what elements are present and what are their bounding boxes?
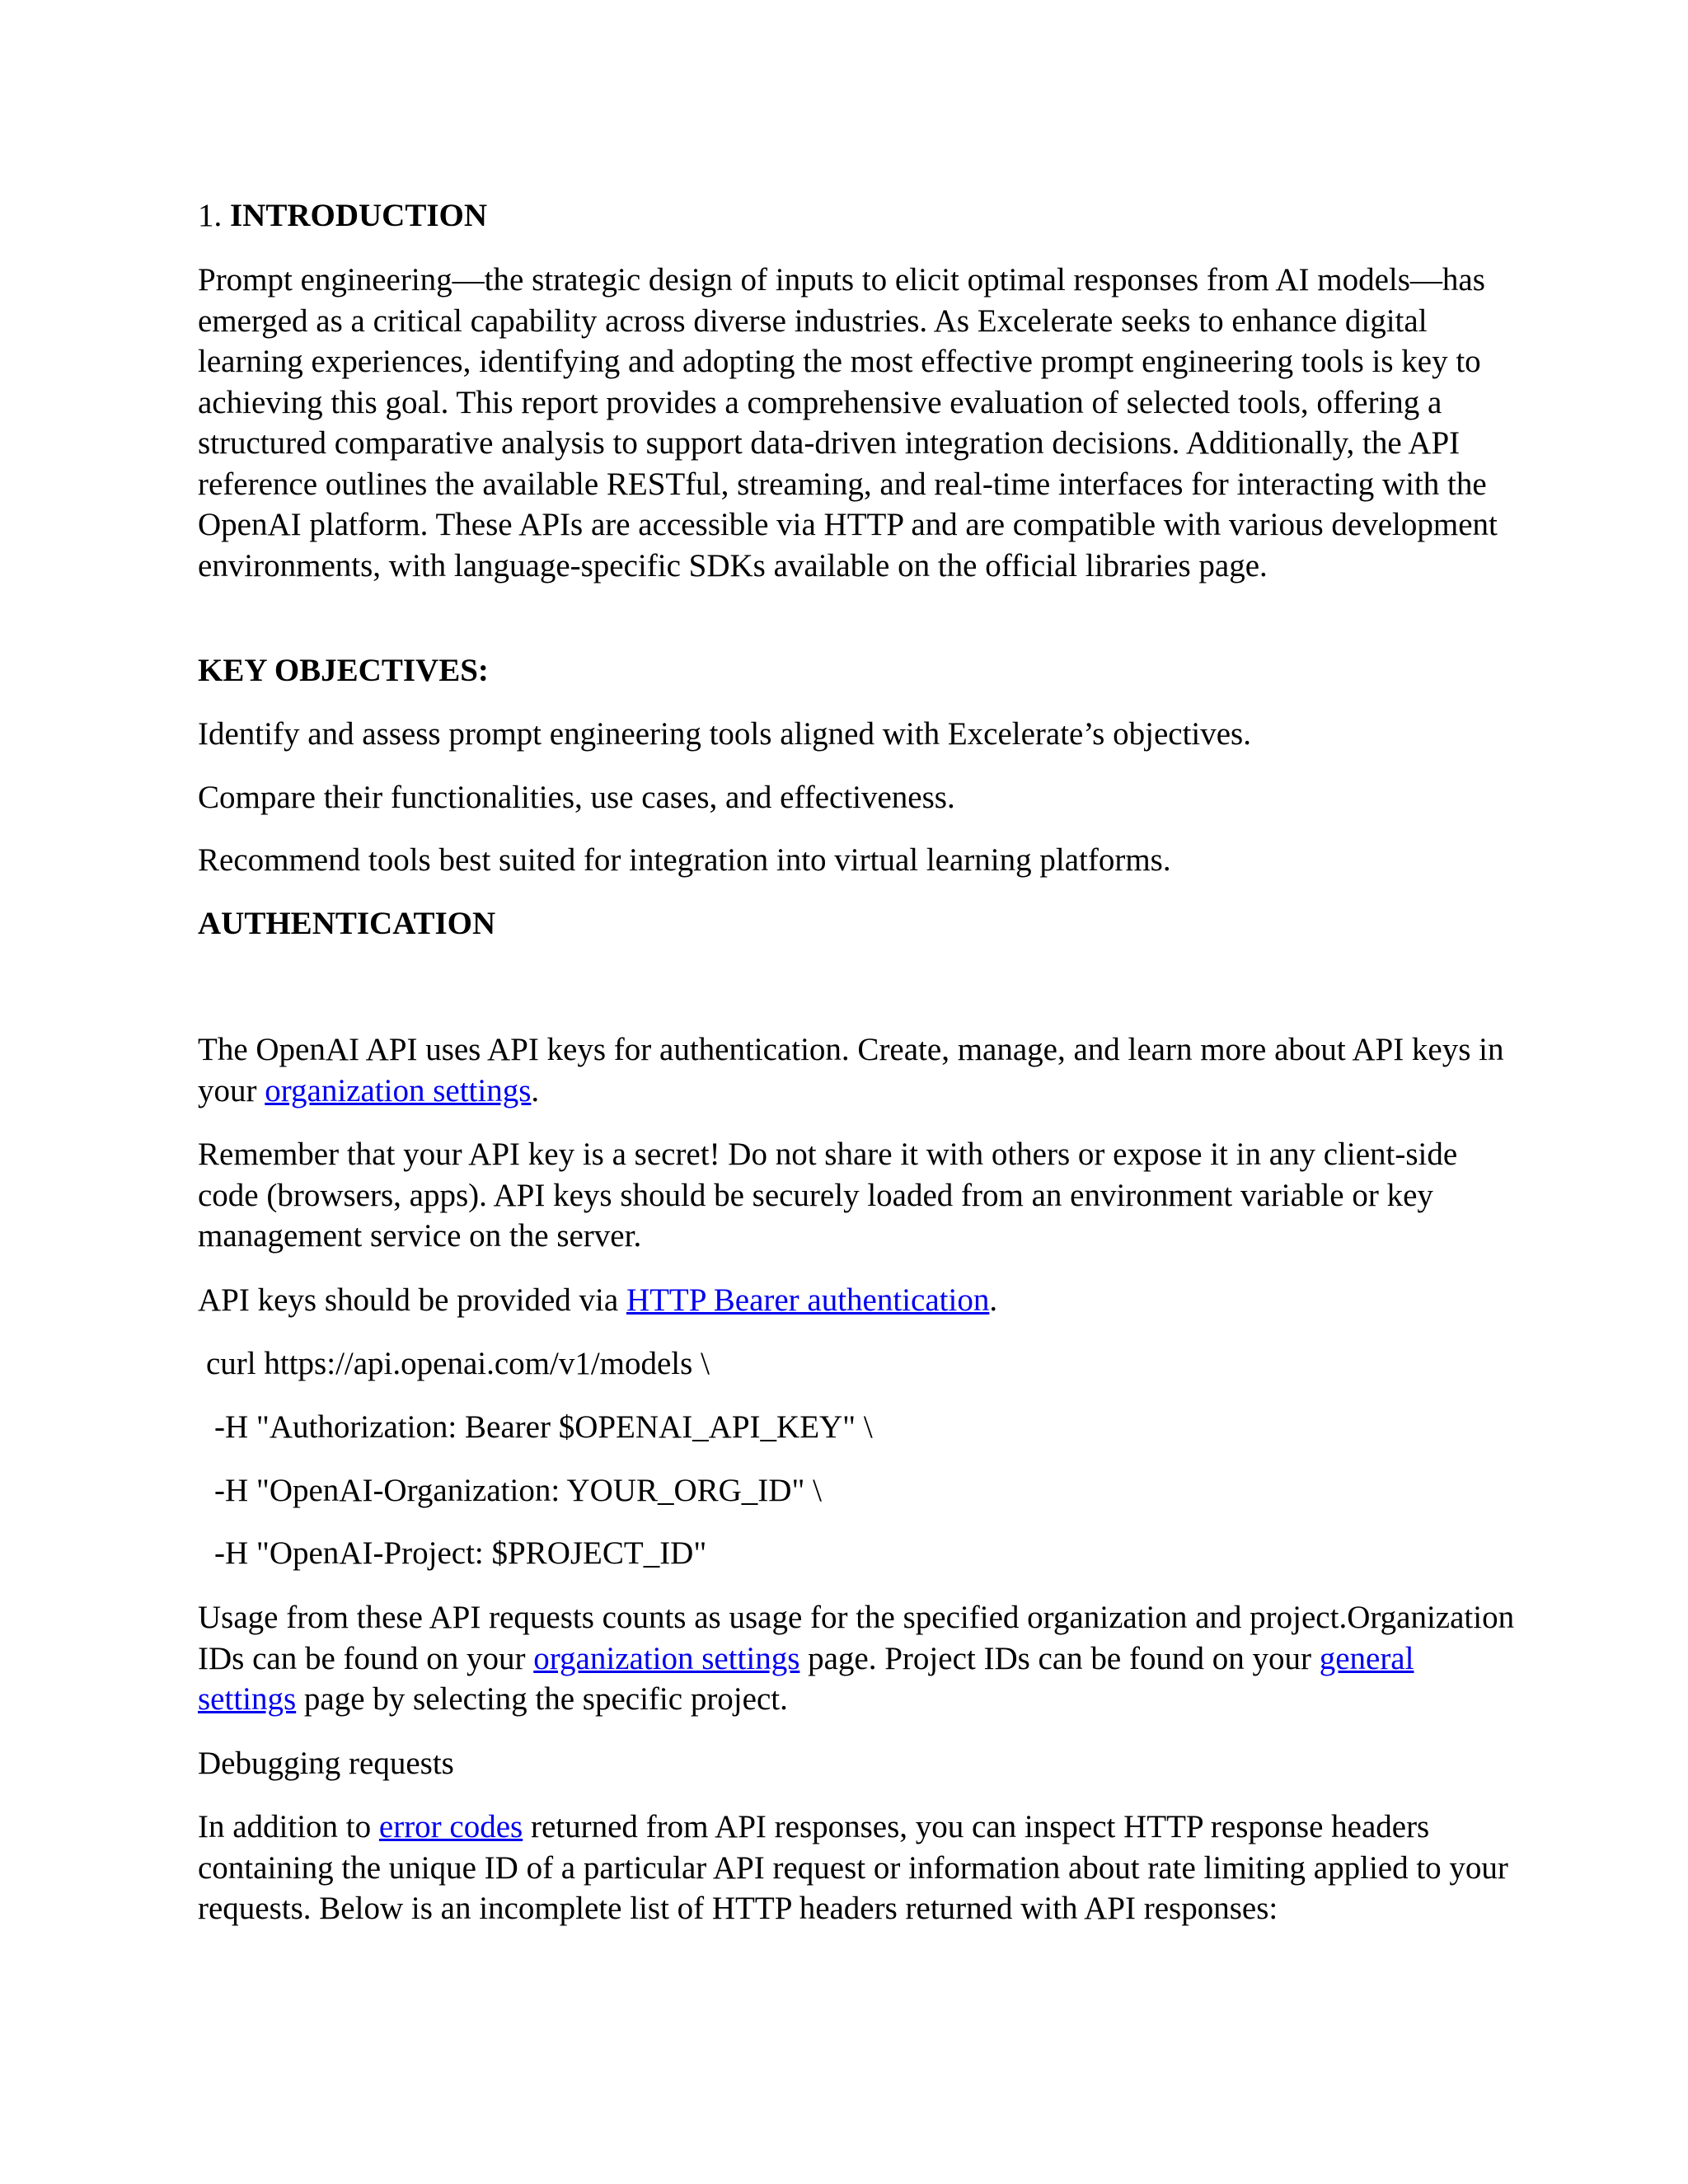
- organization-settings-link[interactable]: organization settings: [533, 1640, 800, 1676]
- section-heading-authentication: AUTHENTICATION: [198, 906, 496, 941]
- code-line-curl: curl https://api.openai.com/v1/models \: [206, 1346, 710, 1381]
- auth-paragraph-secret-warning: Remember that your API key is a secret! Do not share it with others or expose it in any client-side code (browsers, apps). API keys should be securely loaded from an environment variable or key management service on the server.: [198, 1137, 1458, 1254]
- section-heading-key-objectives: KEY OBJECTIVES:: [198, 653, 489, 688]
- paragraph-text: .: [989, 1282, 998, 1318]
- error-codes-link[interactable]: error codes: [378, 1809, 523, 1844]
- code-line-authorization-header: -H "Authorization: Bearer $OPENAI_API_KEY" \: [214, 1409, 873, 1445]
- http-bearer-authentication-link[interactable]: HTTP Bearer authentication: [626, 1282, 990, 1318]
- auth-paragraph-api-keys: [198, 1029, 1517, 1111]
- paragraph-text: returned from API responses, you can inspect HTTP response headers containing the unique ID of a particular API request or information about rate limiting applied to your requests. Below is an incomplete list of HTTP headers returned with API responses:: [198, 1809, 1508, 1926]
- usage-paragraph: [198, 1597, 1517, 1720]
- objective-item: Recommend tools best suited for integration into virtual learning platforms.: [198, 842, 1171, 878]
- paragraph-text: page by selecting the specific project.: [296, 1681, 788, 1717]
- general-settings-link[interactable]: general settings: [198, 1640, 1414, 1717]
- paragraph-text: Usage from these API requests counts as usage for the specified organization and project.Organization IDs can be found on your: [198, 1600, 1515, 1676]
- organization-settings-link[interactable]: organization settings: [265, 1072, 532, 1108]
- paragraph-text: page. Project IDs can be found on your: [799, 1640, 1320, 1676]
- paragraph-text: API keys should be provided via: [198, 1282, 626, 1318]
- paragraph-text: In addition to: [198, 1809, 379, 1844]
- objective-item: Identify and assess prompt engineering tools aligned with Excelerate’s objectives.: [198, 716, 1251, 752]
- section-number: 1.: [198, 198, 230, 233]
- section-heading-introduction: [198, 195, 487, 237]
- paragraph-text: The OpenAI API uses API keys for authentication. Create, manage, and learn more about API keys in your: [198, 1032, 1504, 1108]
- introduction-paragraph: Prompt engineering—the strategic design of inputs to elicit optimal responses from AI models—has emerged as a critical capability across diverse industries. As Excelerate seeks to enhance digital learning experiences, identifying and adopting the most effective prompt engineering tools is key to achieving this goal. This report provides a comprehensive evaluation of selected tools, offering a structured comparative analysis to support data-driven integration decisions. Additionally, the API reference outlines the available RESTful, streaming, and real-time interfaces for interacting with the OpenAI platform. These APIs are accessible via HTTP and are compatible with various development environments, with language-specific SDKs available on the official libraries page.: [198, 262, 1498, 583]
- code-line-project-header: -H "OpenAI-Project: $PROJECT_ID": [214, 1535, 707, 1571]
- code-line-organization-header: -H "OpenAI-Organization: YOUR_ORG_ID" \: [214, 1473, 822, 1508]
- auth-paragraph-bearer: [198, 1280, 997, 1321]
- section-heading-debugging-requests: Debugging requests: [198, 1746, 454, 1781]
- section-title: INTRODUCTION: [230, 198, 488, 233]
- paragraph-text: .: [531, 1072, 540, 1108]
- objective-item: Compare their functionalities, use cases, and effectiveness.: [198, 780, 955, 815]
- debugging-paragraph: [198, 1807, 1517, 1929]
